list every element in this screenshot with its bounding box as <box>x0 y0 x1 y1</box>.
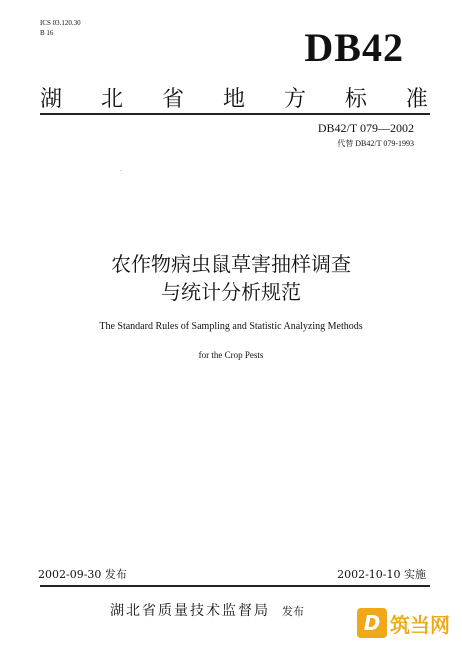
footer-divider <box>40 585 430 587</box>
standard-type-char: 省 <box>161 87 184 112</box>
standard-type-title <box>40 82 428 113</box>
replaces-code: 代替 DB42/T 079-1993 <box>337 139 414 148</box>
standard-code-block <box>318 121 414 149</box>
standard-type-char: 地 <box>222 87 245 112</box>
ics-code: ICS 03.120.30 <box>40 19 81 27</box>
mark-dot: · <box>120 168 122 175</box>
standard-type-char: 湖 <box>40 87 63 112</box>
watermark-d-icon: D <box>357 608 387 638</box>
effective-date: 2002-10-10 实施 <box>337 568 426 581</box>
standard-type-char: 方 <box>283 87 306 112</box>
title-chinese <box>0 250 462 306</box>
issue-date: 2002-09-30 发布 <box>38 568 127 581</box>
standard-type-char: 标 <box>344 87 367 112</box>
issuer-line <box>110 600 304 620</box>
ccs-code: B 16 <box>40 29 54 37</box>
watermark-text: 筑当网 <box>390 612 450 637</box>
standard-type-char: 准 <box>405 87 428 112</box>
db-mark: DB42 <box>304 25 404 70</box>
publish-label: 发布 <box>282 605 304 618</box>
issuer-name: 湖北省质量技术监督局 <box>110 603 270 619</box>
header-divider <box>40 113 430 115</box>
title-english-line1: The Standard Rules of Sampling and Statistic Analyzing Methods <box>99 321 363 332</box>
standard-code: DB42/T 079—2002 <box>317 121 414 135</box>
title-english-line2: for the Crop Pests <box>198 350 264 360</box>
watermark-logo <box>357 608 450 638</box>
classification-codes <box>40 18 81 38</box>
standard-type-char: 北 <box>100 87 123 112</box>
title-cn-line2: 与统计分析规范 <box>161 280 301 304</box>
title-cn-line1: 农作物病虫鼠草害抽样调查 <box>111 252 351 276</box>
